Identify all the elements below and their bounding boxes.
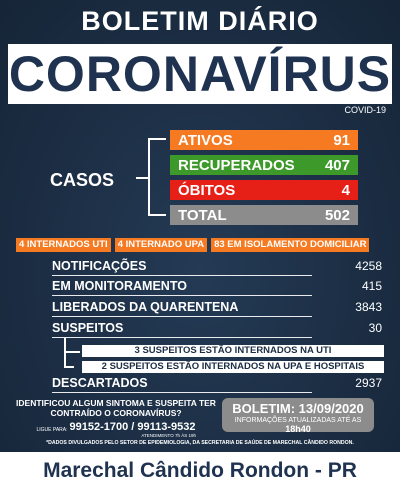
stat-label: DESCARTADOS	[52, 376, 148, 390]
update-time: 18h40	[285, 424, 311, 434]
stat-underline	[52, 275, 312, 276]
badge-upa: 4 INTERNADO UPA	[115, 238, 207, 252]
stat-value: 30	[368, 321, 382, 335]
case-label-recuperados: RECUPERADOS	[178, 156, 295, 174]
stat-label: NOTIFICAÇÕES	[52, 259, 147, 273]
casos-label: CASOS	[50, 170, 115, 190]
badge-isolamento: 83 EM ISOLAMENTO DOMICILIAR	[211, 238, 369, 252]
case-label-ativos: ATIVOS	[178, 131, 233, 149]
stat-underline	[52, 316, 312, 317]
case-row-total	[170, 205, 358, 225]
stat-descartados	[52, 376, 382, 392]
case-value-total: 502	[324, 206, 350, 224]
footer-city: Marechal Cândido Rondon - PR	[0, 452, 400, 489]
case-row-obitos	[170, 180, 358, 200]
stat-suspeitos	[52, 321, 382, 337]
boletim-date: BOLETIM: 13/09/2020	[232, 401, 364, 416]
stat-value: 2937	[355, 376, 382, 390]
stat-underline	[52, 295, 312, 296]
case-value-obitos: 4	[341, 181, 350, 199]
stat-notificacoes	[52, 259, 382, 275]
suspeitos-upa-box: 2 SUSPEITOS ESTÃO INTERNADOS NA UPA E HOSPITAIS	[82, 361, 384, 373]
suspeitos-uti-box: 3 SUSPEITOS ESTÃO INTERNADOS NA UTI	[82, 345, 384, 357]
hospitalization-badges	[16, 238, 384, 252]
stat-value: 4258	[355, 259, 382, 273]
update-info	[222, 417, 374, 434]
suspeitos-bracket	[64, 338, 74, 368]
case-label-total: TOTAL	[178, 206, 227, 224]
cases-bracket	[148, 138, 166, 216]
banner-title: CORONAVÍRUS	[8, 46, 392, 102]
phone-hours: ATENDIMENTO 7h ÀS 19h	[141, 433, 196, 438]
footnote: *DADOS DIVULGADOS PELO SETOR DE EPIDEMIOLOGIA, DA SECRETARIA DE SAÚDE DE MARECHAL CÂNDIDO RONDON.	[46, 440, 354, 446]
case-row-ativos	[170, 130, 358, 150]
header-title: BOLETIM DIÁRIO	[81, 6, 319, 36]
stat-label: EM MONITORAMENTO	[52, 279, 187, 293]
phone-prefix: LIGUE PARA:	[36, 427, 68, 433]
stat-value: 415	[361, 279, 382, 293]
contact-question: IDENTIFICOU ALGUM SINTOMA E SUSPEITA TER CONTRAÍDO O CORONAVÍRUS?	[16, 398, 216, 418]
case-value-recuperados: 407	[324, 156, 350, 174]
case-label-obitos: ÓBITOS	[178, 181, 236, 199]
main-banner	[8, 44, 392, 104]
suspeitos-bracket-connector	[64, 351, 80, 353]
stat-label: LIBERADOS DA QUARENTENA	[52, 300, 239, 314]
case-row-recuperados	[170, 155, 358, 175]
case-value-ativos: 91	[333, 131, 350, 149]
stat-monitoramento	[52, 279, 382, 295]
badge-uti: 4 INTERNADOS UTI	[16, 238, 111, 252]
phone-numbers[interactable]: 99152-1700 / 99113-9532	[69, 421, 196, 433]
contact-block	[16, 398, 216, 438]
stat-underline	[52, 392, 312, 393]
banner-subtitle: COVID-19	[344, 105, 386, 115]
stat-value: 3843	[355, 300, 382, 314]
stat-liberados	[52, 300, 382, 316]
boletim-date-box	[222, 398, 374, 432]
stat-label: SUSPEITOS	[52, 321, 124, 335]
phone-row	[16, 421, 216, 433]
update-prefix: INFORMAÇÕES ATUALIZADAS ATÉ AS	[234, 417, 362, 424]
stat-underline	[52, 337, 312, 338]
